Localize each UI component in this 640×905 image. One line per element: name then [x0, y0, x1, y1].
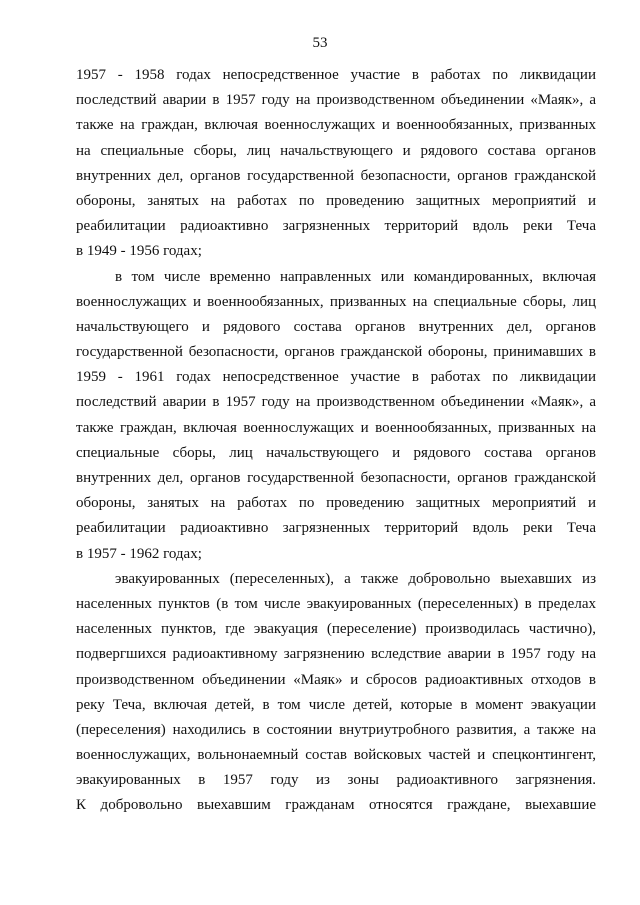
text-line: начальствующего и рядового состава органов внутренних дел, органов	[76, 318, 596, 335]
body-text	[76, 63, 596, 819]
text-line: 1959 - 1961 годах непосредственное участие в работах по ликвидации	[76, 369, 596, 386]
text-line: внутренних дел, органов государственной безопасности, органов гражданской	[76, 470, 596, 486]
text-line: также граждан, включая военнослужащих и военнообязанных, призванных на	[76, 419, 596, 436]
text-line: производственном объединении «Маяк» и сбросов радиоактивных отходов в	[76, 671, 596, 688]
text-line: К добровольно выехавшим гражданам относятся граждане, выехавшие	[76, 797, 596, 814]
text-line: специальные сборы, лиц начальствующего и рядового состава органов	[76, 444, 596, 461]
text-line: в 1949 - 1956 годах;	[76, 243, 202, 260]
text-line: в том числе временно направленных или командированных, включая	[115, 268, 596, 285]
text-line: эвакуированных (переселенных), а также добровольно выехавших из	[115, 570, 596, 587]
text-line: также на граждан, включая военнослужащих и военнообязанных, призванных	[76, 117, 596, 134]
text-line: военнослужащих, вольнонаемный состав войсковых частей и спецконтингент,	[76, 747, 596, 764]
text-line: реабилитации радиоактивно загрязненных территорий вдоль реки Теча	[76, 520, 596, 537]
text-line: эвакуированных в 1957 году из зоны радиоактивного загрязнения.	[76, 772, 596, 789]
text-line: государственной безопасности, органов гражданской обороны, принимавших в	[76, 344, 596, 361]
text-line: обороны, занятых на работах по проведению защитных мероприятий и	[76, 192, 596, 209]
text-line: 1957 - 1958 годах непосредственное участие в работах по ликвидации	[76, 67, 596, 83]
text-line: населенных пунктов (в том числе эвакуированных (переселенных) в пределах	[76, 595, 596, 612]
text-line: в 1957 - 1962 годах;	[76, 545, 202, 562]
page-number: 53	[312, 35, 328, 51]
text-line: последствий аварии в 1957 году на производственном объединении «Маяк», а	[76, 394, 596, 411]
text-line: реку Теча, включая детей, в том числе детей, которые в момент эвакуации	[76, 696, 596, 713]
text-line: реабилитации радиоактивно загрязненных территорий вдоль реки Теча	[76, 218, 596, 235]
text-line: (переселения) находились в состоянии внутриутробного развития, а также на	[76, 721, 596, 738]
text-line: последствий аварии в 1957 году на производственном объединении «Маяк», а	[76, 92, 596, 109]
text-line: на специальные сборы, лиц начальствующего и рядового состава органов	[76, 142, 596, 159]
text-line: обороны, занятых на работах по проведению защитных мероприятий и	[76, 495, 596, 512]
text-line: населенных пунктов, где эвакуация (переселение) производилась частично),	[76, 621, 596, 638]
text-line: подвергшихся радиоактивному загрязнению вследствие аварии в 1957 году на	[76, 646, 596, 663]
text-line: внутренних дел, органов государственной безопасности, органов гражданской	[76, 167, 596, 184]
text-line: военнослужащих и военнообязанных, призванных на специальные сборы, лиц	[76, 293, 596, 310]
